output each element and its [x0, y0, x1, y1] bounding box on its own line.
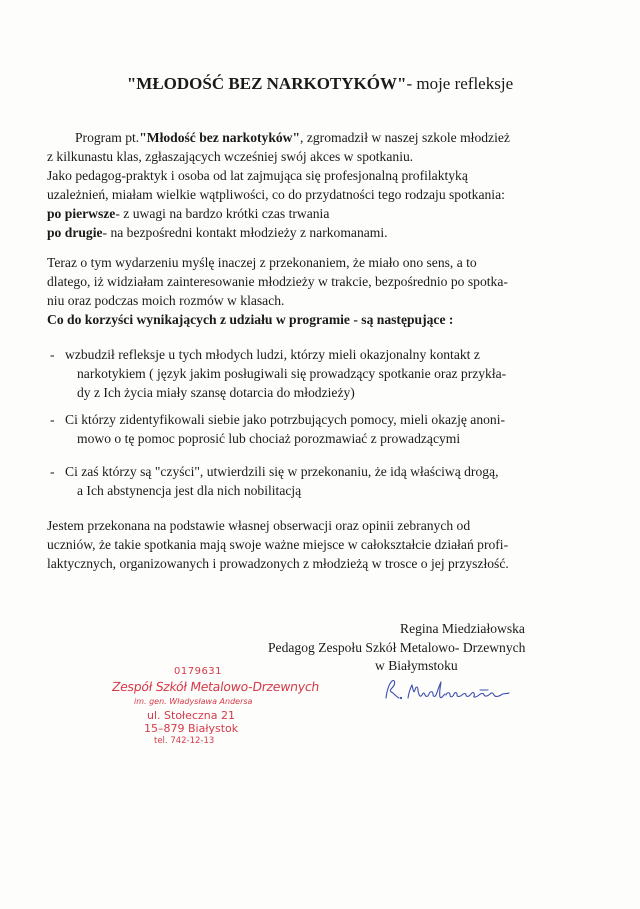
signer-place: w Białymstoku [375, 658, 458, 673]
second-point-label: po drugie [47, 225, 103, 240]
document-title [0, 73, 640, 95]
conclusion-line-1: Jestem przekonana na podstawie własnej obserwacji oraz opinii zebranych od [47, 518, 471, 533]
list-item-content [65, 410, 505, 448]
handwritten-signature-drawing [380, 676, 520, 704]
list-item-3-line-1: Ci zaś którzy są "czyści", utwierdzili się w przekonaniu, że idą właściwą drogą, [65, 464, 499, 479]
signer-role: Pedagog Zespołu Szkół Metalowo- Drzewnych [268, 640, 526, 655]
list-item-content [65, 345, 506, 402]
stamp-number: 0179631 [174, 666, 223, 677]
intro-line-3: Jako pedagog-praktyk i osoba od lat zajmująca się profesjonalną profilaktyką [47, 168, 468, 183]
intro-line-6 [47, 223, 567, 242]
list-item-content [65, 462, 499, 500]
stamp-school-name: Zespół Szkół Metalowo-Drzewnych [110, 679, 321, 694]
reflection-line-2: dlatego, iż widziałam zainteresowanie młodzieży w trakcie, bezpośrednio po spotka- [47, 274, 508, 289]
intro-line-2: z kilkunastu klas, zgłaszających wcześniej swój akces w spotkaniu. [47, 149, 414, 164]
stamp-city: 15–879 Białystok [144, 722, 239, 735]
list-item-2-line-2: mowo o tę pomoc poprosić lub chociaż porozmawiać z prowadzącymi [77, 431, 461, 446]
paragraph-intro [47, 128, 567, 242]
stamp-patron: im. gen. Władysława Andersa [134, 697, 253, 706]
intro-line-5 [47, 204, 567, 223]
paragraph-reflection [47, 253, 567, 329]
paragraph-conclusion [47, 516, 567, 573]
title-rest: - moje refleksje [406, 74, 514, 93]
reflection-line-1: Teraz o tym wydarzeniu myślę inaczej z przekonaniem, że miało ono sens, a to [47, 255, 477, 270]
list-dash: - [50, 347, 55, 362]
intro-line-4: uzależnień, miałam wielkie wątpliwości, co do przydatności tego rodzaju spotkania: [47, 187, 505, 202]
list-dash: - [50, 464, 55, 479]
intro-program-label: Program pt. [75, 130, 140, 145]
first-point-label: po pierwsze [47, 206, 116, 221]
program-name: "Młodość bez narkotyków" [139, 130, 301, 145]
signer-name: Regina Miedziałowska [400, 621, 525, 636]
title-bold-part: "MŁODOŚĆ BEZ NARKOTYKÓW" [126, 74, 407, 93]
intro-line-1-rest: , zgromadził w naszej szkole młodzież [300, 130, 510, 145]
list-dash: - [50, 412, 55, 427]
stamp-phone: tel. 742-12-13 [154, 736, 215, 746]
handwritten-signature [380, 676, 520, 704]
reflection-line-3: niu oraz podczas moich rozmów w klasach. [47, 293, 285, 308]
list-item-1-line-2: narkotykiem ( język jakim posługiwali się prowadzący spotkanie oraz przykła- [77, 366, 507, 381]
list-item-2-line-1: Ci którzy zidentyfikowali siebie jako potrzbujących pomocy, mieli okazję anoni- [65, 412, 506, 427]
list-item-3-line-2: a Ich abstynencja jest dla nich nobilitacją [77, 483, 302, 498]
stamp-street: ul. Stołeczna 21 [147, 709, 235, 722]
first-point-text: - z uwagi na bardzo krótki czas trwania [115, 206, 330, 221]
list-item-1-line-3: dy z Ich życia miały szansę dotarcia do młodzieży) [77, 385, 355, 400]
conclusion-line-3: laktycznych, organizowanych i prowadzonych z młodzieżą w trosce o jej przyszłość. [47, 556, 509, 571]
second-point-text: - na bezpośredni kontakt młodzieży z narkomanami. [102, 225, 388, 240]
benefits-heading: Co do korzyści wynikających z udziału w programie - są następujące : [47, 312, 454, 327]
conclusion-line-2: uczniów, że takie spotkania mają swoje ważne miejsce w całokształcie działań profi- [47, 537, 509, 552]
school-stamp [110, 666, 321, 756]
list-item-1-line-1: wzbudził refleksje u tych młodych ludzi, którzy mieli okazjonalny kontakt z [65, 347, 480, 362]
intro-line-1 [47, 128, 567, 147]
